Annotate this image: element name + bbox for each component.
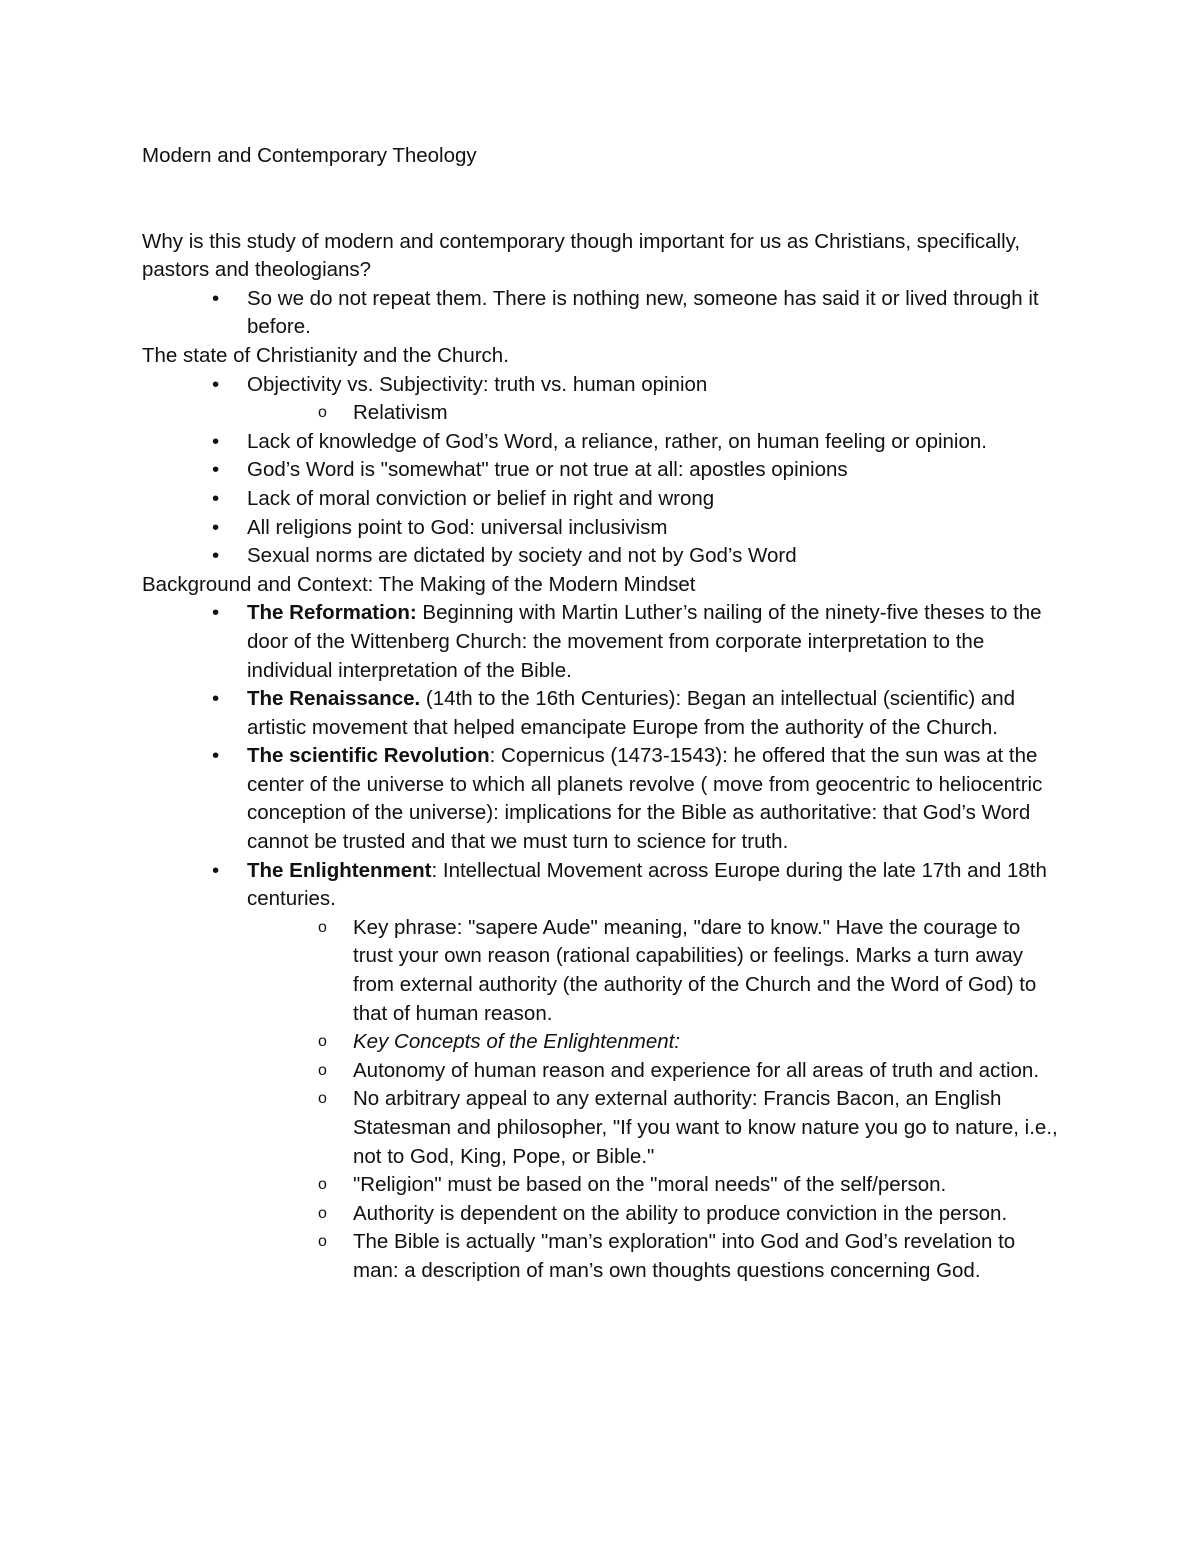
bullet-marker: • bbox=[212, 687, 220, 711]
list-item-text: Beginning with Martin Luther’s nailing of the ninety-five theses to the door of the Wittenberg Church: the movement from corporate interpretation to the individual interpretation of the Bible. bbox=[247, 601, 1042, 682]
sub-bullet-marker: o bbox=[318, 1204, 327, 1222]
bullet-marker: • bbox=[212, 486, 220, 510]
term-scientific-revolution: The scientific Revolution bbox=[247, 744, 490, 768]
section-heading-state: The state of Christianity and the Church. bbox=[142, 343, 509, 367]
list-item bbox=[142, 285, 1062, 342]
sub-bullet-marker: o bbox=[318, 918, 327, 936]
bullet-marker: • bbox=[212, 429, 220, 453]
list-item-text: Objectivity vs. Subjectivity: truth vs. human opinion bbox=[247, 372, 708, 396]
sub-bullet-marker: o bbox=[318, 1090, 327, 1108]
list-item-text: Lack of moral conviction or belief in right and wrong bbox=[247, 486, 715, 510]
list-item bbox=[142, 742, 1062, 856]
bullet-marker: • bbox=[212, 286, 220, 310]
document-title: Modern and Contemporary Theology bbox=[142, 144, 477, 167]
sub-list-item bbox=[142, 399, 1062, 428]
sub-list-item bbox=[142, 1228, 1062, 1285]
term-reformation: The Reformation: bbox=[247, 601, 417, 625]
list-item bbox=[142, 857, 1062, 914]
sub-bullet-marker: o bbox=[318, 1233, 327, 1251]
list-item bbox=[142, 542, 1062, 571]
list-item-text: All religions point to God: universal inclusivism bbox=[247, 515, 668, 539]
sub-list-item bbox=[142, 1200, 1062, 1229]
list-item-text: Sexual norms are dictated by society and not by God’s Word bbox=[247, 544, 797, 568]
document-body bbox=[142, 142, 1062, 1286]
list-item-text: Authority is dependent on the ability to produce conviction in the person. bbox=[353, 1201, 1008, 1225]
sub-list-item bbox=[142, 1171, 1062, 1200]
bullet-marker: • bbox=[212, 544, 220, 568]
list-item-text: Autonomy of human reason and experience for all areas of truth and action. bbox=[353, 1058, 1040, 1082]
sub-bullet-marker: o bbox=[318, 1176, 327, 1194]
list-item bbox=[142, 514, 1062, 543]
section-heading-background: Background and Context: The Making of the Modern Mindset bbox=[142, 572, 696, 596]
list-item-text: Relativism bbox=[353, 401, 448, 425]
list-item-text: God’s Word is "somewhat" true or not true at all: apostles opinions bbox=[247, 458, 848, 482]
sub-bullet-marker: o bbox=[318, 404, 327, 422]
list-item-text: : Intellectual Movement across Europe during the late 17th and 18th centuries. bbox=[247, 858, 1047, 911]
intro-question: Why is this study of modern and contemporary though important for us as Christians, specifically, pastors and theologians? bbox=[142, 229, 1021, 282]
list-item-text: No arbitrary appeal to any external authority: Francis Bacon, an English Statesman and philosopher, "If you want to know nature you go to nature, i.e., not to God, King, Pope, or Bible." bbox=[353, 1087, 1058, 1168]
list-item-text: Lack of knowledge of God’s Word, a reliance, rather, on human feeling or opinion. bbox=[247, 429, 987, 453]
list-item-text: "Religion" must be based on the "moral needs" of the self/person. bbox=[353, 1173, 947, 1197]
list-item-text: The Bible is actually "man’s exploration" into God and God’s revelation to man: a description of man’s own thoughts questions concerning God. bbox=[353, 1230, 1016, 1282]
term-renaissance: The Renaissance. bbox=[247, 687, 421, 711]
bullet-marker: • bbox=[212, 601, 220, 625]
list-item bbox=[142, 485, 1062, 514]
sub-bullet-marker: o bbox=[318, 1061, 327, 1079]
bullet-marker: • bbox=[212, 372, 220, 396]
list-item-text: : Copernicus (1473-1543): he offered that the sun was at the center of the universe to which all planets revolve ( move from geocentric to heliocentric conception of the universe): implications for the Bible as authoritative: that God’s Word cannot be trusted and that we must turn to science for truth. bbox=[247, 744, 1043, 854]
list-item-text: (14th to the 16th Centuries): Began an intellectual (scientific) and artistic movement that helped emancipate Europe from the authority of the Church. bbox=[247, 687, 1016, 739]
bullet-marker: • bbox=[212, 458, 220, 482]
list-item bbox=[142, 599, 1062, 685]
sub-list-item bbox=[142, 914, 1062, 1028]
bullet-marker: • bbox=[212, 515, 220, 539]
list-item-text: So we do not repeat them. There is nothing new, someone has said it or lived through it before. bbox=[247, 286, 1039, 339]
bullet-marker: • bbox=[212, 744, 220, 768]
list-item bbox=[142, 685, 1062, 742]
list-item-text: Key Concepts of the Enlightenment: bbox=[353, 1030, 681, 1054]
list-item bbox=[142, 371, 1062, 400]
bullet-marker: • bbox=[212, 858, 220, 882]
list-item bbox=[142, 456, 1062, 485]
sub-list-item bbox=[142, 1028, 1062, 1057]
sub-bullet-marker: o bbox=[318, 1033, 327, 1051]
sub-list-item bbox=[142, 1085, 1062, 1171]
list-item bbox=[142, 428, 1062, 457]
sub-list-item bbox=[142, 1057, 1062, 1086]
term-enlightenment: The Enlightenment bbox=[247, 858, 432, 882]
list-item-text: Key phrase: "sapere Aude" meaning, "dare to know." Have the courage to trust your own reason (rational capabilities) or feelings. Marks a turn away from external authority (the authority of the Church and the Word of God) to that of human reason. bbox=[353, 915, 1037, 1025]
